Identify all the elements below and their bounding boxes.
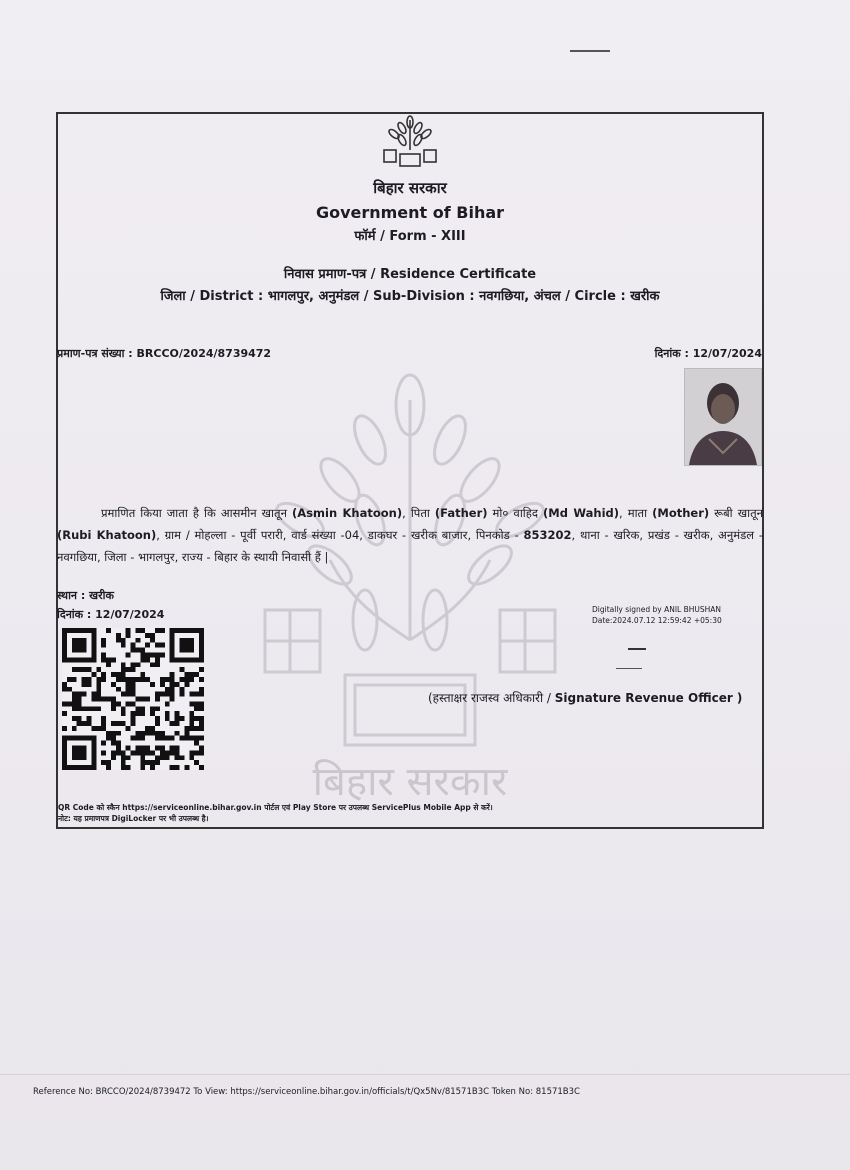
signature-label — [428, 689, 742, 706]
certificate-number: प्रमाण-पत्र संख्या : BRCCO/2024/8739472 — [57, 347, 272, 360]
corner-mark — [570, 50, 610, 52]
divider — [0, 1074, 850, 1075]
qr-note-line2: नोट: यह प्रमाणपत्र DigiLocker पर भी उपलब्ध है। — [58, 814, 209, 823]
applicant-photo — [684, 368, 762, 466]
digital-signature-date: Date:2024.07.12 12:59:42 +05:30 — [592, 616, 722, 625]
place: स्थान : खरीक — [57, 589, 114, 602]
body-text-1: प्रमाणित किया जाता है कि आसमीन खातून — [101, 506, 293, 520]
digital-signature-name: Digitally signed by ANIL BHUSHAN — [592, 605, 722, 614]
father-name: (Md Wahid) — [543, 506, 619, 520]
father-label: (Father) — [434, 506, 488, 520]
district-line: जिला / District : भागलपुर, अनुमंडल / Sub-Division : नवगछिया, अंचल / Circle : खरीक — [160, 289, 660, 304]
mother-name: (Rubi Khatoon) — [57, 528, 157, 542]
bihar-emblem-icon — [378, 114, 442, 172]
certificate-title: निवास प्रमाण-पत्र / Residence Certificate — [283, 267, 537, 282]
body-text-4: , माता — [619, 506, 653, 520]
body-text-6: , ग्राम / मोहल्ला - पूर्वी परारी, वार्ड संख्या -04, डाकघर - खरीक बाजार, पिनकोड - — [156, 528, 524, 542]
body-text-2: , पिता — [402, 506, 435, 520]
certificate-body — [57, 502, 763, 568]
government-english: Government of Bihar — [315, 203, 505, 222]
qr-code[interactable] — [62, 628, 204, 770]
applicant-name: (Asmin Khatoon) — [292, 506, 403, 520]
qr-note-line1: QR Code को स्कैन https://serviceonline.bihar.gov.in पोर्टल एवं Play Store पर उपलब्ध ServicePlus Mobile App से करें। — [58, 803, 493, 812]
pincode: 853202 — [523, 528, 572, 542]
reference-line: Reference No: BRCCO/2024/8739472 To View: https://serviceonline.bihar.gov.in/officials/t/Qx5Nv/81571B3C Token No: 81571B3C — [33, 1087, 580, 1097]
form-number: फॉर्म / Form - XIII — [354, 229, 466, 244]
qr-note — [58, 802, 493, 824]
mother-label: (Mother) — [652, 506, 710, 520]
person-icon — [685, 369, 761, 465]
signature-label-hindi: (हस्ताक्षर राजस्व अधिकारी / — [428, 691, 555, 705]
watermark-emblem-icon — [240, 370, 580, 810]
body-text-3: मो० वाहिद — [487, 506, 544, 520]
issue-date: दिनांक : 12/07/2024 — [654, 347, 762, 360]
signature-mark — [628, 648, 646, 650]
digital-signature — [592, 604, 722, 626]
signature-mark — [616, 668, 642, 669]
body-text-7: , थाना - खरिक, प्रखंड - खरीक, अनुमंडल - नवगछिया, जिला - भागलपुर, राज्य - बिहार के स्थायी निवासी हैं | — [57, 528, 763, 564]
signature-label-english: Signature Revenue Officer ) — [554, 691, 743, 705]
watermark-text: बिहार सरकार — [312, 759, 508, 805]
body-text-5: रूबी खातून — [709, 506, 764, 520]
footer-date: दिनांक : 12/07/2024 — [57, 608, 165, 621]
government-hindi: बिहार सरकार — [373, 179, 447, 197]
